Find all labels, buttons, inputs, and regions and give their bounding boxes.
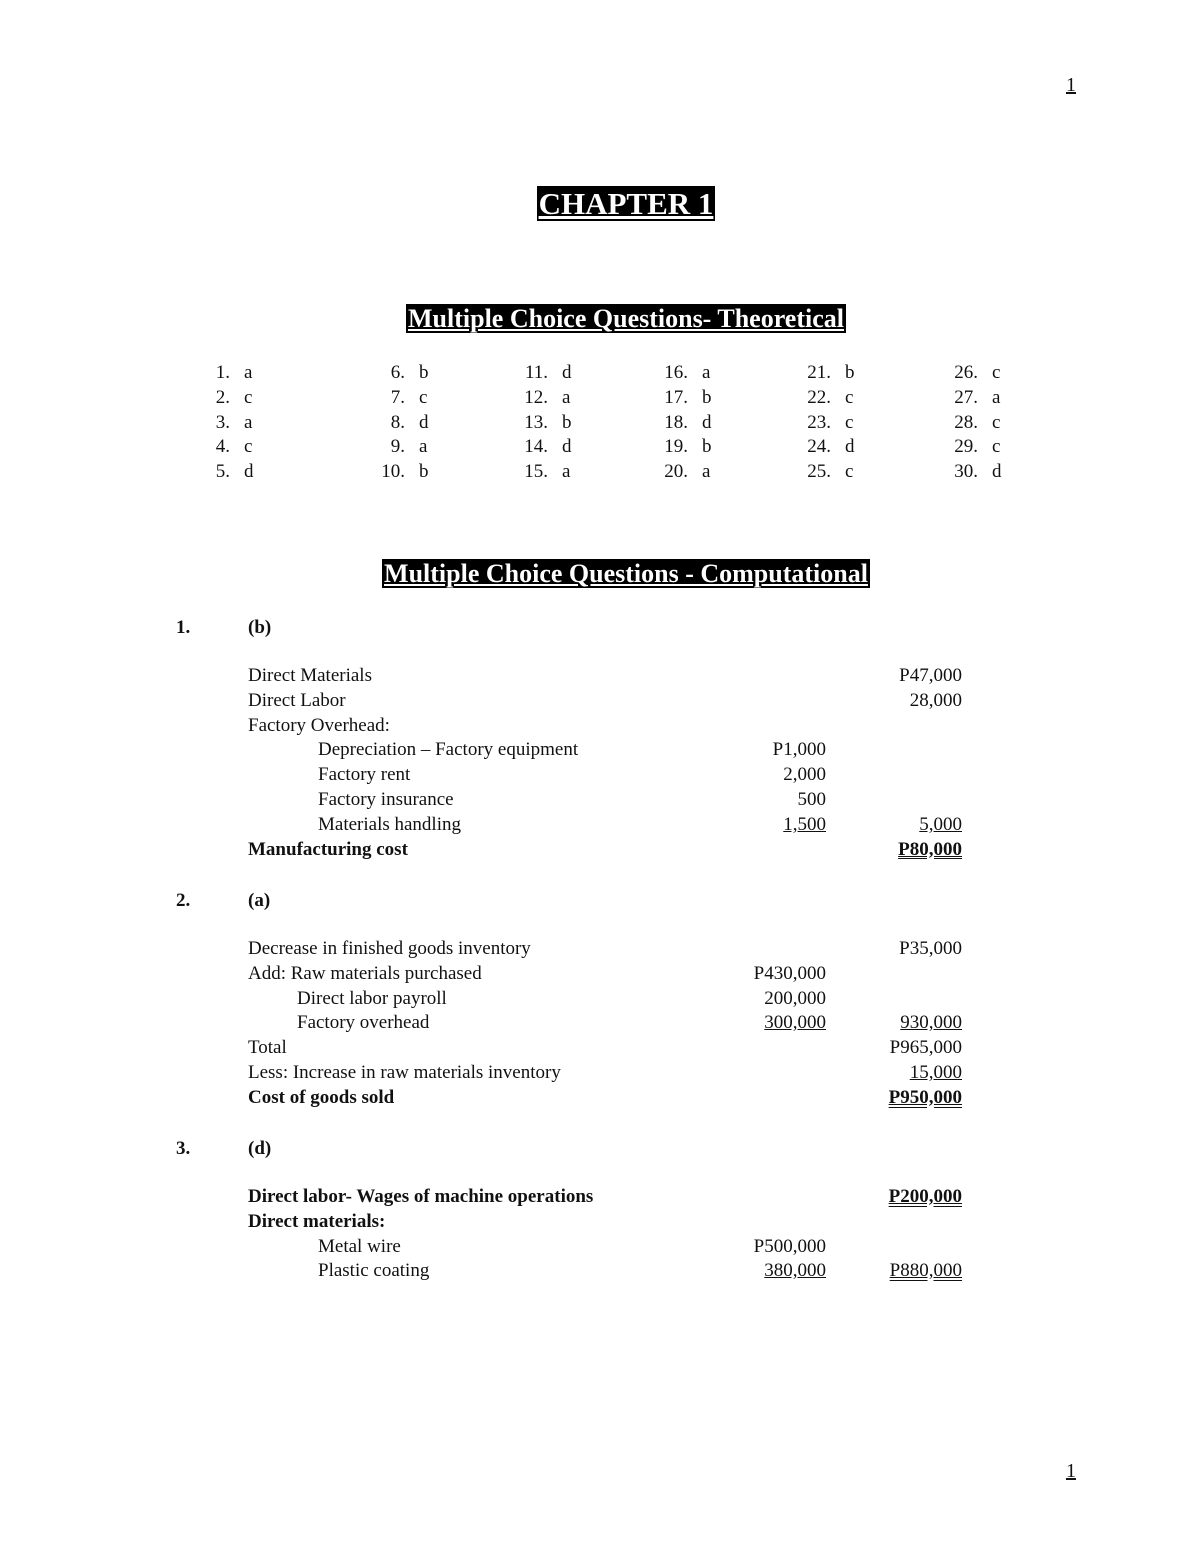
amount-value: P47,000 [899, 665, 962, 686]
line-item-amount [832, 1011, 962, 1035]
question-number: 28. [954, 411, 978, 433]
line-item-amount [832, 1061, 962, 1085]
answer-item [200, 411, 254, 436]
chapter-title: CHAPTER 1 [538, 186, 714, 221]
amount-value: P80,000 [898, 838, 962, 860]
answer-item [380, 411, 429, 436]
answer-letter: a [562, 461, 571, 483]
question-number: 17. [664, 386, 688, 408]
answer-letter: d [992, 461, 1002, 483]
answer-letter: d [244, 461, 254, 483]
answer-column [522, 361, 572, 485]
line-item-subamount [696, 987, 826, 1011]
question-number: 24. [807, 436, 831, 458]
line-item-amount [832, 1086, 962, 1110]
question-number: 2. [215, 386, 230, 408]
line-item-label: Materials handling [318, 813, 461, 835]
answer-letter: a [244, 411, 253, 433]
line-item-subamount [696, 1235, 826, 1259]
question-number: 10. [381, 461, 405, 483]
question-number: 18. [664, 411, 688, 433]
line-item-label: Factory rent [318, 764, 411, 786]
answer-letter: c [845, 411, 854, 433]
theoretical-heading [0, 304, 1200, 334]
line-item-subamount [696, 788, 826, 812]
answer-item [380, 435, 429, 460]
line-item-amount [832, 813, 962, 837]
answer-letter: d [702, 411, 712, 433]
page-number-top: 1 [1066, 74, 1076, 96]
answer-item [522, 435, 572, 460]
question-number: 29. [954, 436, 978, 458]
question-number: 16. [664, 362, 688, 383]
line-item-label: Direct labor payroll [297, 987, 447, 1009]
question-number: 15. [524, 461, 548, 483]
line-item-subamount [696, 763, 826, 787]
question-number: 25. [807, 461, 831, 483]
question-number: 14. [524, 436, 548, 458]
answer-letter: c [992, 362, 1001, 383]
question-number: 9. [390, 436, 405, 458]
line-item-amount [832, 838, 962, 862]
answer-item [200, 361, 254, 386]
answer-item [522, 361, 572, 386]
line-item-label: Factory overhead [297, 1012, 430, 1034]
line-item-label: Direct materials: [248, 1210, 386, 1232]
answer-item [380, 460, 429, 485]
answer-item [664, 435, 712, 460]
question-number: 7. [390, 386, 405, 408]
amount-value: 5,000 [919, 813, 962, 835]
answer-letter: b [419, 461, 429, 483]
question-number: 6. [390, 362, 405, 383]
answer-item [200, 386, 254, 411]
line-item-label: Direct Materials [248, 665, 372, 686]
answer-item [945, 435, 1002, 460]
question-number: 27. [954, 386, 978, 408]
problem-number: 2. [176, 890, 191, 911]
answer-letter: b [562, 411, 572, 433]
line-item-label: Decrease in finished goods inventory [248, 938, 531, 959]
question-number: 4. [215, 436, 230, 458]
line-item-label: Total [248, 1037, 287, 1059]
problem-answer: (b) [248, 617, 272, 638]
line-item-amount [832, 1259, 962, 1283]
question-number: 3. [215, 411, 230, 433]
answer-letter: c [419, 386, 428, 408]
line-item-amount [832, 1036, 962, 1060]
chapter-heading [0, 186, 1200, 222]
answer-letter: a [562, 386, 571, 408]
amount-value: P35,000 [899, 938, 962, 959]
line-item-label: Factory Overhead: [248, 714, 390, 736]
line-item-label: Factory insurance [318, 789, 454, 810]
question-number: 26. [954, 362, 978, 383]
question-number: 20. [664, 461, 688, 483]
answer-letter: c [244, 436, 253, 458]
page-number-bottom: 1 [1066, 1460, 1076, 1482]
problem-number: 1. [176, 617, 191, 638]
answer-letter: b [419, 362, 429, 383]
question-number: 12. [524, 386, 548, 408]
line-item-label: Direct Labor [248, 689, 346, 711]
subamount-value: 1,500 [783, 813, 826, 835]
problem-answer: (d) [248, 1138, 272, 1159]
amount-value: 15,000 [909, 1062, 962, 1083]
answer-letter: b [702, 436, 712, 458]
answer-item [380, 386, 429, 411]
line-item-subamount [696, 813, 826, 837]
answer-letter: d [845, 436, 855, 458]
answer-letter: c [845, 386, 854, 408]
amount-value: P200,000 [888, 1186, 962, 1207]
line-item-subamount [696, 1259, 826, 1283]
answer-letter: a [419, 436, 428, 458]
amount-value: P880,000 [889, 1260, 962, 1282]
question-number: 21. [807, 362, 831, 383]
line-item-label: Direct labor- Wages of machine operations [248, 1186, 594, 1207]
question-number: 23. [807, 411, 831, 433]
subamount-value: 300,000 [764, 1012, 826, 1034]
amount-value: P950,000 [888, 1086, 962, 1108]
subamount-value: 500 [797, 789, 826, 810]
line-item-label: Depreciation – Factory equipment [318, 739, 579, 761]
answer-item [945, 460, 1002, 485]
line-item-amount [832, 1185, 962, 1209]
computational-title: Multiple Choice Questions - Computational [384, 559, 868, 588]
question-number: 22. [807, 386, 831, 408]
line-item-subamount [696, 1011, 826, 1035]
line-item-amount [832, 937, 962, 961]
answer-column [380, 361, 429, 485]
question-number: 1. [215, 362, 230, 383]
subamount-value: P430,000 [753, 962, 826, 984]
question-number: 13. [524, 411, 548, 433]
answer-column [803, 361, 855, 485]
answer-item [664, 386, 712, 411]
answer-letter: a [702, 362, 711, 383]
line-item-label: Plastic coating [318, 1260, 430, 1282]
answer-letter: c [992, 436, 1001, 458]
question-number: 30. [954, 461, 978, 483]
line-item-amount [832, 689, 962, 713]
answer-column [664, 361, 712, 485]
answer-item [945, 361, 1002, 386]
answer-item [803, 386, 855, 411]
answer-letter: c [992, 411, 1001, 433]
question-number: 11. [524, 362, 548, 383]
answer-letter: a [702, 461, 711, 483]
subamount-value: 380,000 [764, 1260, 826, 1282]
answer-item [664, 361, 712, 386]
answer-item [945, 411, 1002, 436]
answer-item [522, 460, 572, 485]
answer-item [664, 411, 712, 436]
answer-item [803, 411, 855, 436]
line-item-label: Manufacturing cost [248, 838, 408, 860]
line-item-subamount [696, 962, 826, 986]
subamount-value: P500,000 [753, 1235, 826, 1257]
answer-letter: d [419, 411, 429, 433]
line-item-label: Metal wire [318, 1235, 401, 1257]
amount-value: P965,000 [889, 1037, 962, 1059]
amount-value: 28,000 [909, 689, 962, 711]
answer-item [945, 386, 1002, 411]
question-number: 5. [215, 461, 230, 483]
answer-letter: c [845, 461, 854, 483]
answer-item [803, 460, 855, 485]
computational-heading [0, 559, 1200, 589]
answer-item [803, 361, 855, 386]
answer-letter: b [702, 386, 712, 408]
line-item-label: Add: Raw materials purchased [248, 962, 482, 984]
answer-letter: a [244, 362, 253, 383]
question-number: 8. [390, 411, 405, 433]
answer-item [380, 361, 429, 386]
answer-letter: d [562, 436, 572, 458]
answer-letter: b [845, 362, 855, 383]
answer-letter: a [992, 386, 1001, 408]
answer-letter: c [244, 386, 253, 408]
amount-value: 930,000 [900, 1012, 962, 1034]
line-item-label: Cost of goods sold [248, 1086, 395, 1108]
subamount-value: 2,000 [783, 764, 826, 786]
line-item-amount [832, 664, 962, 688]
problem-answer: (a) [248, 890, 271, 911]
answer-letter: d [562, 362, 572, 383]
line-item-label: Less: Increase in raw materials inventory [248, 1062, 561, 1083]
answer-item [522, 411, 572, 436]
question-number: 19. [664, 436, 688, 458]
answer-item [664, 460, 712, 485]
subamount-value: 200,000 [764, 987, 826, 1009]
answer-item [803, 435, 855, 460]
subamount-value: P1,000 [772, 739, 826, 761]
answer-item [200, 460, 254, 485]
answer-column [200, 361, 254, 485]
answer-item [522, 386, 572, 411]
theoretical-title: Multiple Choice Questions- Theoretical [408, 304, 844, 333]
answer-column [945, 361, 1002, 485]
answer-item [200, 435, 254, 460]
problem-number: 3. [176, 1138, 191, 1159]
line-item-subamount [696, 738, 826, 762]
